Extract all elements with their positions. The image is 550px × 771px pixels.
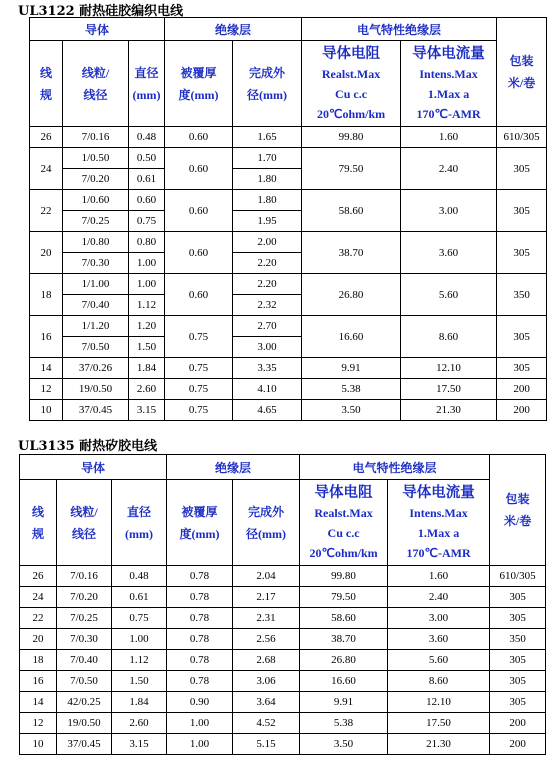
thickness-cell: 0.60 bbox=[165, 148, 233, 190]
table2-body bbox=[20, 566, 546, 755]
gauge-cell: 22 bbox=[30, 190, 63, 232]
diameter-header-line: (mm) bbox=[125, 526, 153, 541]
diameter-cell: 1.00 bbox=[129, 253, 165, 274]
thickness-cell: 0.78 bbox=[167, 566, 233, 587]
gauge-header-line: 线 bbox=[39, 65, 52, 80]
strand-cell: 7/0.25 bbox=[63, 211, 129, 232]
package-cell: 200 bbox=[490, 713, 546, 734]
thickness-cell: 0.78 bbox=[167, 650, 233, 671]
table-row bbox=[30, 358, 547, 379]
diameter-cell: 2.60 bbox=[112, 713, 167, 734]
resistance-cell: 9.91 bbox=[300, 692, 388, 713]
strand-cell: 1/0.50 bbox=[63, 148, 129, 169]
resistance-header-line: Realst.Max bbox=[314, 505, 373, 520]
od-cell: 4.52 bbox=[233, 713, 300, 734]
package-cell: 610/305 bbox=[497, 127, 547, 148]
current-cell: 5.60 bbox=[388, 650, 490, 671]
gauge-header-line: 规 bbox=[31, 526, 44, 541]
gauge-cell: 12 bbox=[30, 379, 63, 400]
table1-title: UL3122 耐热硅胶编织电线 bbox=[18, 4, 184, 19]
strand-header-line: 线粒/ bbox=[70, 504, 98, 519]
resistance-header-line: Realst.Max bbox=[321, 66, 381, 81]
current-cell: 3.60 bbox=[388, 629, 490, 650]
thickness-header bbox=[165, 41, 233, 127]
strand-cell: 7/0.50 bbox=[57, 671, 112, 692]
diameter-cell: 1.20 bbox=[129, 316, 165, 337]
strand-header-line: 线径 bbox=[83, 87, 108, 102]
gauge-header-line: 线 bbox=[31, 504, 44, 519]
thickness-cell: 0.78 bbox=[167, 671, 233, 692]
table-row bbox=[30, 400, 547, 421]
strand-cell: 19/0.50 bbox=[57, 713, 112, 734]
table-row bbox=[20, 629, 546, 650]
strand-cell: 1/1.00 bbox=[63, 274, 129, 295]
ul3135-spec-table bbox=[19, 454, 546, 755]
strand-cell: 7/0.20 bbox=[57, 587, 112, 608]
current-header-line: 1.Max a bbox=[417, 525, 460, 540]
gauge-cell: 26 bbox=[20, 566, 57, 587]
package-cell: 200 bbox=[497, 400, 547, 421]
package-cell: 305 bbox=[497, 190, 547, 232]
od-cell: 3.35 bbox=[233, 358, 302, 379]
od-cell: 3.00 bbox=[233, 337, 302, 358]
resistance-header-line: Cu c.c bbox=[327, 525, 360, 540]
diameter-cell: 0.50 bbox=[129, 148, 165, 169]
strand-header-line: 线径 bbox=[71, 526, 96, 541]
table-row bbox=[20, 713, 546, 734]
diameter-header-line: (mm) bbox=[132, 87, 161, 102]
thickness-header-line: 被覆厚 bbox=[180, 65, 217, 80]
od-cell: 1.95 bbox=[233, 211, 302, 232]
od-header-line: 完成外 bbox=[249, 65, 286, 80]
resistance-cell: 16.60 bbox=[300, 671, 388, 692]
table-row bbox=[30, 379, 547, 400]
strand-cell: 37/0.26 bbox=[63, 358, 129, 379]
table-row bbox=[30, 232, 547, 253]
table-row bbox=[30, 148, 547, 169]
current-cell: 21.30 bbox=[401, 400, 497, 421]
resistance-cell: 26.80 bbox=[302, 274, 401, 316]
current-cell: 17.50 bbox=[401, 379, 497, 400]
current-header-line: 导体电流量 bbox=[412, 45, 485, 62]
current-cell: 1.60 bbox=[388, 566, 490, 587]
od-cell: 2.04 bbox=[233, 566, 300, 587]
current-cell: 5.60 bbox=[401, 274, 497, 316]
strand-cell: 1/0.80 bbox=[63, 232, 129, 253]
thickness-cell: 0.60 bbox=[165, 274, 233, 316]
gauge-cell: 16 bbox=[20, 671, 57, 692]
od-cell: 2.31 bbox=[233, 608, 300, 629]
thickness-cell: 0.75 bbox=[165, 358, 233, 379]
package-header-line: 包装 bbox=[505, 492, 530, 506]
gauge-header-line: 规 bbox=[39, 87, 52, 102]
package-cell: 350 bbox=[490, 629, 546, 650]
diameter-cell: 0.48 bbox=[129, 127, 165, 148]
package-cell: 305 bbox=[490, 671, 546, 692]
table-row bbox=[20, 671, 546, 692]
thickness-cell: 1.00 bbox=[167, 713, 233, 734]
resistance-header bbox=[302, 41, 401, 127]
package-cell: 305 bbox=[490, 608, 546, 629]
diameter-header-line: 直径 bbox=[127, 504, 152, 519]
package-header-line: 米/卷 bbox=[503, 514, 532, 528]
od-cell: 2.00 bbox=[233, 232, 302, 253]
gauge-cell: 24 bbox=[20, 587, 57, 608]
current-cell: 8.60 bbox=[401, 316, 497, 358]
current-header bbox=[388, 480, 490, 566]
package-cell: 305 bbox=[490, 650, 546, 671]
strand-header bbox=[63, 41, 129, 127]
diameter-cell: 1.50 bbox=[129, 337, 165, 358]
conductor-header: 导体 bbox=[30, 18, 165, 41]
diameter-cell: 0.75 bbox=[112, 608, 167, 629]
od-header bbox=[233, 41, 302, 127]
diameter-cell: 0.61 bbox=[129, 169, 165, 190]
table-row bbox=[20, 608, 546, 629]
diameter-cell: 1.00 bbox=[129, 274, 165, 295]
current-cell: 2.40 bbox=[401, 148, 497, 190]
package-cell: 305 bbox=[497, 316, 547, 358]
od-cell: 5.15 bbox=[233, 734, 300, 755]
gauge-cell: 14 bbox=[20, 692, 57, 713]
table2-title: UL3135 耐热矽胶电线 bbox=[18, 439, 158, 454]
package-cell: 200 bbox=[497, 379, 547, 400]
gauge-header bbox=[30, 41, 63, 127]
ul3122-spec-table bbox=[29, 17, 547, 421]
table-row bbox=[20, 692, 546, 713]
diameter-header bbox=[129, 41, 165, 127]
package-cell: 305 bbox=[497, 232, 547, 274]
diameter-header bbox=[112, 480, 167, 566]
resistance-cell: 16.60 bbox=[302, 316, 401, 358]
od-cell: 1.80 bbox=[233, 190, 302, 211]
resistance-cell: 9.91 bbox=[302, 358, 401, 379]
resistance-cell: 38.70 bbox=[300, 629, 388, 650]
gauge-cell: 20 bbox=[20, 629, 57, 650]
diameter-cell: 0.75 bbox=[129, 211, 165, 232]
package-header bbox=[490, 455, 546, 566]
diameter-cell: 0.60 bbox=[129, 190, 165, 211]
resistance-cell: 3.50 bbox=[302, 400, 401, 421]
strand-header bbox=[57, 480, 112, 566]
od-cell: 2.17 bbox=[233, 587, 300, 608]
package-cell: 305 bbox=[490, 587, 546, 608]
gauge-cell: 18 bbox=[30, 274, 63, 316]
od-cell: 2.56 bbox=[233, 629, 300, 650]
thickness-header-line: 被覆厚 bbox=[181, 504, 218, 519]
thickness-cell: 0.90 bbox=[167, 692, 233, 713]
thickness-cell: 0.78 bbox=[167, 587, 233, 608]
insulation-header: 绝缘层 bbox=[165, 18, 302, 41]
current-header-line: 170℃-AMR bbox=[416, 106, 481, 121]
od-header bbox=[233, 480, 300, 566]
current-header-line: Intens.Max bbox=[409, 505, 468, 520]
resistance-cell: 79.50 bbox=[300, 587, 388, 608]
od-cell: 1.65 bbox=[233, 127, 302, 148]
resistance-cell: 58.60 bbox=[302, 190, 401, 232]
thickness-cell: 0.75 bbox=[165, 379, 233, 400]
current-cell: 12.10 bbox=[388, 692, 490, 713]
thickness-cell: 0.75 bbox=[165, 316, 233, 358]
gauge-cell: 24 bbox=[30, 148, 63, 190]
resistance-cell: 26.80 bbox=[300, 650, 388, 671]
od-header-line: 径(mm) bbox=[246, 526, 287, 541]
resistance-cell: 5.38 bbox=[302, 379, 401, 400]
strand-cell: 7/0.40 bbox=[57, 650, 112, 671]
diameter-cell: 1.84 bbox=[112, 692, 167, 713]
gauge-cell: 16 bbox=[30, 316, 63, 358]
diameter-cell: 3.15 bbox=[112, 734, 167, 755]
resistance-header-line: 20℃ohm/km bbox=[316, 106, 386, 121]
package-cell: 200 bbox=[490, 734, 546, 755]
current-header-line: 170℃-AMR bbox=[406, 545, 471, 560]
strand-cell: 42/0.25 bbox=[57, 692, 112, 713]
insulation-header: 绝缘层 bbox=[167, 455, 300, 480]
package-cell: 610/305 bbox=[490, 566, 546, 587]
diameter-cell: 0.61 bbox=[112, 587, 167, 608]
table-row bbox=[20, 566, 546, 587]
current-cell: 17.50 bbox=[388, 713, 490, 734]
gauge-cell: 10 bbox=[30, 400, 63, 421]
package-header-line: 包装 bbox=[509, 54, 534, 68]
diameter-cell: 1.12 bbox=[112, 650, 167, 671]
diameter-cell: 2.60 bbox=[129, 379, 165, 400]
od-cell: 1.70 bbox=[233, 148, 302, 169]
od-cell: 2.70 bbox=[233, 316, 302, 337]
diameter-cell: 3.15 bbox=[129, 400, 165, 421]
current-header-line: Intens.Max bbox=[419, 66, 478, 81]
strand-cell: 7/0.30 bbox=[63, 253, 129, 274]
diameter-cell: 1.50 bbox=[112, 671, 167, 692]
resistance-cell: 38.70 bbox=[302, 232, 401, 274]
gauge-cell: 26 bbox=[30, 127, 63, 148]
current-header-line: 导体电流量 bbox=[402, 484, 475, 501]
table1-body bbox=[30, 127, 547, 421]
electrical-header: 电气特性绝缘层 bbox=[302, 18, 497, 41]
current-cell: 1.60 bbox=[401, 127, 497, 148]
od-cell: 4.10 bbox=[233, 379, 302, 400]
strand-cell: 7/0.30 bbox=[57, 629, 112, 650]
gauge-cell: 20 bbox=[30, 232, 63, 274]
gauge-cell: 12 bbox=[20, 713, 57, 734]
strand-cell: 1/0.60 bbox=[63, 190, 129, 211]
thickness-cell: 0.75 bbox=[165, 400, 233, 421]
diameter-cell: 1.84 bbox=[129, 358, 165, 379]
table-row bbox=[30, 316, 547, 337]
gauge-cell: 22 bbox=[20, 608, 57, 629]
strand-cell: 37/0.45 bbox=[63, 400, 129, 421]
resistance-header-line: 20℃ohm/km bbox=[309, 545, 378, 560]
current-cell: 21.30 bbox=[388, 734, 490, 755]
strand-cell: 7/0.50 bbox=[63, 337, 129, 358]
thickness-header-line: 度(mm) bbox=[178, 87, 219, 102]
resistance-header-line: Cu c.c bbox=[335, 86, 368, 101]
od-header-line: 径(mm) bbox=[247, 87, 288, 102]
od-cell: 2.20 bbox=[233, 274, 302, 295]
resistance-cell: 3.50 bbox=[300, 734, 388, 755]
conductor-header: 导体 bbox=[20, 455, 167, 480]
table-row bbox=[30, 274, 547, 295]
resistance-cell: 79.50 bbox=[302, 148, 401, 190]
table-row bbox=[20, 587, 546, 608]
od-cell: 4.65 bbox=[233, 400, 302, 421]
diameter-cell: 0.80 bbox=[129, 232, 165, 253]
od-cell: 3.06 bbox=[233, 671, 300, 692]
od-cell: 3.64 bbox=[233, 692, 300, 713]
gauge-cell: 18 bbox=[20, 650, 57, 671]
current-cell: 3.00 bbox=[401, 190, 497, 232]
strand-cell: 7/0.20 bbox=[63, 169, 129, 190]
resistance-cell: 58.60 bbox=[300, 608, 388, 629]
od-cell: 2.68 bbox=[233, 650, 300, 671]
package-header-line: 米/卷 bbox=[507, 76, 536, 90]
table-row bbox=[30, 127, 547, 148]
strand-cell: 19/0.50 bbox=[63, 379, 129, 400]
resistance-cell: 5.38 bbox=[300, 713, 388, 734]
table-row bbox=[30, 190, 547, 211]
package-header bbox=[497, 18, 547, 127]
strand-cell: 7/0.16 bbox=[63, 127, 129, 148]
resistance-cell: 99.80 bbox=[300, 566, 388, 587]
strand-cell: 7/0.25 bbox=[57, 608, 112, 629]
strand-cell: 37/0.45 bbox=[57, 734, 112, 755]
resistance-header-line: 导体电阻 bbox=[314, 484, 373, 501]
package-cell: 305 bbox=[490, 692, 546, 713]
thickness-cell: 0.60 bbox=[165, 127, 233, 148]
current-header bbox=[401, 41, 497, 127]
od-cell: 2.20 bbox=[233, 253, 302, 274]
resistance-cell: 99.80 bbox=[302, 127, 401, 148]
strand-cell: 1/1.20 bbox=[63, 316, 129, 337]
package-cell: 350 bbox=[497, 274, 547, 316]
resistance-header-line: 导体电阻 bbox=[322, 45, 381, 62]
thickness-cell: 0.60 bbox=[165, 190, 233, 232]
strand-cell: 7/0.16 bbox=[57, 566, 112, 587]
current-cell: 8.60 bbox=[388, 671, 490, 692]
table-row bbox=[20, 650, 546, 671]
strand-cell: 7/0.40 bbox=[63, 295, 129, 316]
current-cell: 12.10 bbox=[401, 358, 497, 379]
thickness-cell: 0.60 bbox=[165, 232, 233, 274]
gauge-cell: 10 bbox=[20, 734, 57, 755]
resistance-header bbox=[300, 480, 388, 566]
current-cell: 3.00 bbox=[388, 608, 490, 629]
od-cell: 2.32 bbox=[233, 295, 302, 316]
diameter-cell: 1.00 bbox=[112, 629, 167, 650]
thickness-header bbox=[167, 480, 233, 566]
package-cell: 305 bbox=[497, 148, 547, 190]
diameter-cell: 1.12 bbox=[129, 295, 165, 316]
gauge-header bbox=[20, 480, 57, 566]
od-header-line: 完成外 bbox=[248, 504, 285, 519]
current-cell: 3.60 bbox=[401, 232, 497, 274]
current-cell: 2.40 bbox=[388, 587, 490, 608]
current-header-line: 1.Max a bbox=[427, 86, 470, 101]
strand-header-line: 线粒/ bbox=[81, 65, 110, 80]
table-row bbox=[20, 734, 546, 755]
electrical-header: 电气特性绝缘层 bbox=[300, 455, 490, 480]
thickness-cell: 0.78 bbox=[167, 629, 233, 650]
thickness-cell: 0.78 bbox=[167, 608, 233, 629]
gauge-cell: 14 bbox=[30, 358, 63, 379]
diameter-header-line: 直径 bbox=[134, 65, 159, 80]
od-cell: 1.80 bbox=[233, 169, 302, 190]
thickness-header-line: 度(mm) bbox=[179, 526, 220, 541]
thickness-cell: 1.00 bbox=[167, 734, 233, 755]
diameter-cell: 0.48 bbox=[112, 566, 167, 587]
package-cell: 305 bbox=[497, 358, 547, 379]
